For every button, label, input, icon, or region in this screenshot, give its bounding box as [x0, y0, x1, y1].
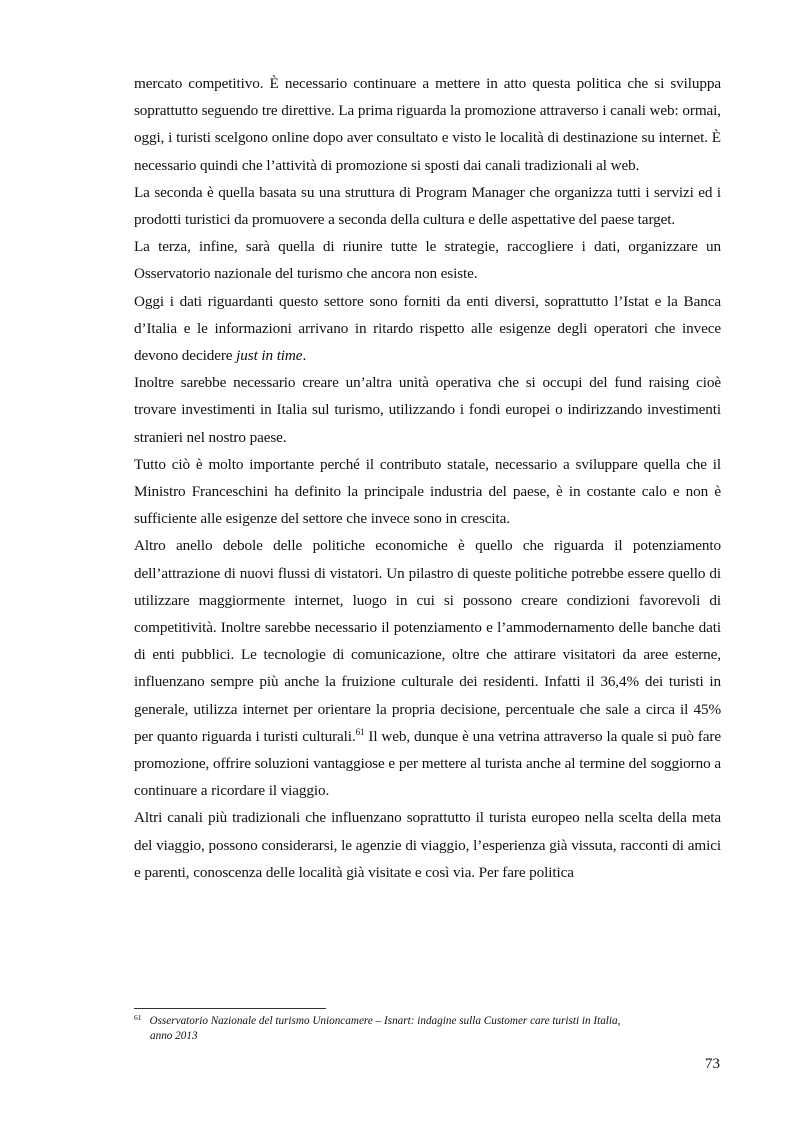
paragraph-8 — [134, 804, 721, 886]
paragraph-text: La seconda è quella basata su una struttura di Program Manager che organizza tutti i servizi ed i prodotti turistici da promuovere a seconda della cultura e delle aspettative del paese target. — [134, 183, 721, 229]
footnote-divider — [134, 1008, 326, 1009]
paragraph-1 — [134, 70, 721, 179]
paragraph-text-end: . — [302, 347, 307, 365]
footnote-text-line2: anno 2013 — [150, 1030, 198, 1042]
body-text — [134, 70, 721, 886]
footnote-mark: 61 — [134, 1013, 142, 1022]
paragraph-text: La terza, infine, sarà quella di riunire tutte le strategie, raccogliere i dati, organizzare un Osservatorio nazionale del turismo che ancora non esiste. — [134, 238, 721, 283]
paragraph-4 — [134, 288, 721, 370]
paragraph-2 — [134, 179, 721, 233]
paragraph-text: Altro anello debole delle politiche economiche è quello che riguarda il potenziamento dell’attrazione di nuovi flussi di vistatori. Un pilastro di queste politiche potrebbe essere quello di utilizzare maggiormente internet, luogo in cui si possono creare condizioni favorevoli di competitività. Inoltre sarebbe necessario il potenziamento e l’ammodernamento delle banche dati di enti pubblici. Le tecnologie di comunicazione, oltre che attirare visitatori da aree esterne, influenzano sempre più anche la fruizione culturale dei residenti. Infatti il 36,4% dei turisti in generale, utilizza internet per orientare la propria decisione, percentuale che sale a circa il 45% per quanto riguarda i turisti culturali. — [134, 537, 721, 745]
paragraph-3 — [134, 233, 721, 287]
paragraph-7 — [134, 532, 721, 804]
paragraph-text: Oggi i dati riguardanti questo settore sono forniti da enti diversi, soprattutto l’Istat e la Banca d’Italia e le informazioni arrivano in ritardo rispetto alle esigenze degli operatori che invece devono decidere — [134, 292, 721, 365]
paragraph-text: Inoltre sarebbe necessario creare un’altra unità operativa che si occupi del fund raising cioè trovare investimenti in Italia sul turismo, utilizzando i fondi europei o indirizzando investimenti stranieri nel nostro paese. — [134, 374, 721, 446]
footnote-reference[interactable]: 61 — [355, 726, 365, 737]
paragraph-6 — [134, 451, 721, 533]
paragraph-text: Altri canali più tradizionali che influenzano soprattutto il turista europeo nella scelta della meta del viaggio, possono considerarsi, le agenzie di viaggio, l’esperienza già vissuta, racconti di amici e parenti, conoscenza delle località già visitate e così via. Per fare politica — [134, 809, 721, 881]
footnote — [134, 1014, 721, 1044]
page-number: 73 — [704, 1055, 720, 1072]
paragraph-5 — [134, 369, 721, 451]
paragraph-text-end: Il web, dunque è una vetrina attraverso la quale si può fare promozione, offrire soluzioni vantaggiose e per mettere al turista anche al termine del soggiorno a continuare a ricordare il viaggio. — [134, 727, 721, 800]
paragraph-text: mercato competitivo. È necessario continuare a mettere in atto questa politica che si sviluppa soprattutto seguendo tre direttive. La prima riguarda la promozione attraverso i canali web: ormai, oggi, i turisti scelgono online dopo aver consultato e visto le località di destinazione su internet. È necessario quindi che l’attività di promozione si sposti dai canali tradizionali al web. — [134, 75, 721, 174]
paragraph-text: Tutto ciò è molto importante perché il contributo statale, necessario a sviluppare quella che il Ministro Franceschini ha definito la principale industria del paese, è in costante calo e non è sufficiente alle esigenze del settore che invece sono in crescita. — [134, 455, 721, 528]
footnote-text-line1: Osservatorio Nazionale del turismo Unioncamere – Isnart: indagine sulla Customer care turisti in Italia, — [149, 1015, 621, 1027]
emphasis-text: just in time — [236, 347, 303, 365]
